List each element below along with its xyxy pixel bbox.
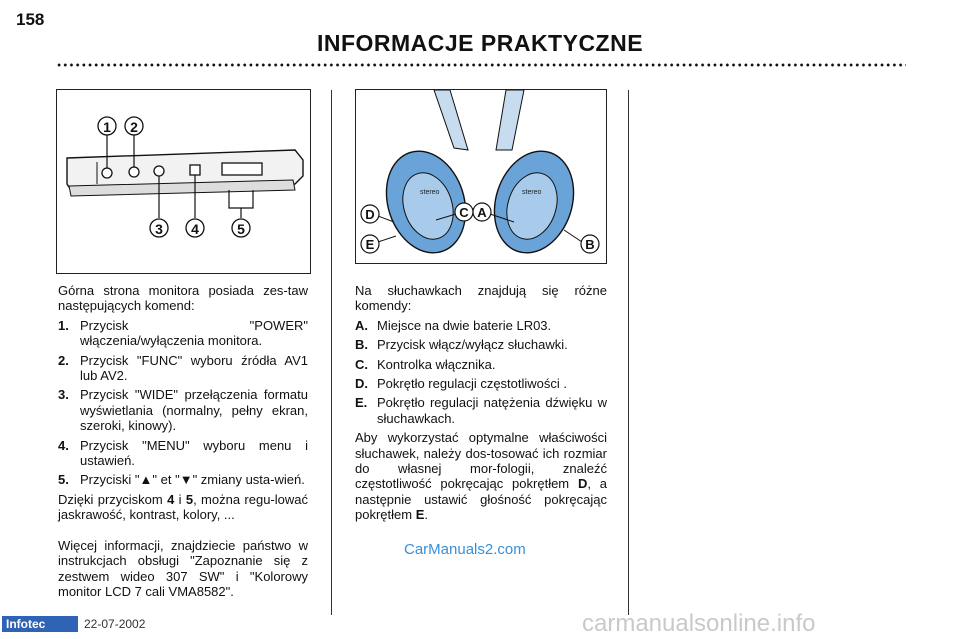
infotec-logo: Infotec [2, 616, 78, 632]
monitor-figure [56, 89, 311, 274]
site-watermark: carmanualsonline.info [582, 610, 816, 637]
list-item: E. Pokrętło regulacji natężenia dźwięku w słuchawkach. [355, 395, 607, 426]
carmanuals-watermark[interactable]: CarManuals2.com [404, 541, 526, 558]
callout-2: 2 [130, 119, 138, 135]
right-column [355, 283, 607, 523]
callout-d: D [365, 207, 375, 222]
left-thanks-paragraph: Dzięki przyciskom 4 i 5, można regu-lować jaskrawość, kontrast, kolory, ... [58, 491, 308, 523]
callout-5: 5 [237, 221, 245, 237]
list-item: B. Przycisk włącz/wyłącz słuchawki. [355, 337, 568, 353]
callout-c: C [459, 205, 469, 220]
list-item: D. Pokrętło regulacji częstotliwości . [355, 376, 568, 392]
headphone-label-right: stereo [522, 189, 542, 196]
right-intro: Na słuchawkach znajdują się różne komendy: [355, 283, 607, 314]
callout-a: A [477, 205, 487, 220]
column-divider-left [331, 90, 332, 615]
list-item: 3. Przycisk "WIDE" przełączenia formatu wyświetlania (normalny, pełny ekran, szeroki, kinowy). [58, 387, 308, 434]
monitor-top-illustration [57, 90, 310, 273]
column-divider-right [628, 90, 629, 615]
list-item: C. Kontrolka włącznika. [355, 356, 496, 372]
callout-3: 3 [155, 221, 163, 237]
headphone-label-left: stereo [420, 189, 440, 196]
headphones-figure [355, 89, 607, 264]
headphones-illustration [356, 90, 606, 263]
callout-b: B [585, 237, 595, 252]
list-item: 4. Przycisk "MENU" wyboru menu i ustawień. [58, 437, 308, 469]
left-intro: Górna strona monitora posiada zes-taw następujących komend: [58, 283, 308, 314]
callout-1: 1 [103, 119, 111, 135]
up-arrow-icon: ▲ [139, 472, 153, 488]
list-item: A. Miejsce na dwie baterie LR03. [355, 317, 552, 333]
page-title: INFORMACJE PRAKTYCZNE [316, 30, 644, 56]
dotted-divider [56, 60, 906, 70]
page-number: 158 [16, 10, 45, 29]
callout-4: 4 [191, 221, 199, 237]
footer-date: 22-07-2002 [84, 617, 146, 631]
list-item: 2. Przycisk "FUNC" wyboru źródła AV1 lub AV2. [58, 352, 308, 384]
list-item: 1. Przycisk "POWER" włączenia/wyłączenia monitora. [58, 317, 308, 349]
callout-e: E [365, 237, 375, 252]
left-column [58, 283, 308, 599]
down-arrow-icon: ▼ [179, 472, 193, 488]
left-more-info: Więcej informacji, znajdziecie państwo w instrukcjach obsługi "Zapoznanie się z zestwem wideo 307 SW" i "Kolorowy monitor LCD 7 cali VMA8582". [58, 537, 308, 599]
list-item: 5. Przyciski "▲" et "▼" zmiany usta-wień. [58, 472, 305, 488]
right-outro-paragraph: Aby wykorzystać optymalne właściwości słuchawek, należy dos-tosować ich rozmiar do własnej mor-fologii, znaleźć częstotliwość pokręcając pokrętłem D, a następnie ustawić głośność pokręcając pokrętłem E. [355, 430, 607, 523]
